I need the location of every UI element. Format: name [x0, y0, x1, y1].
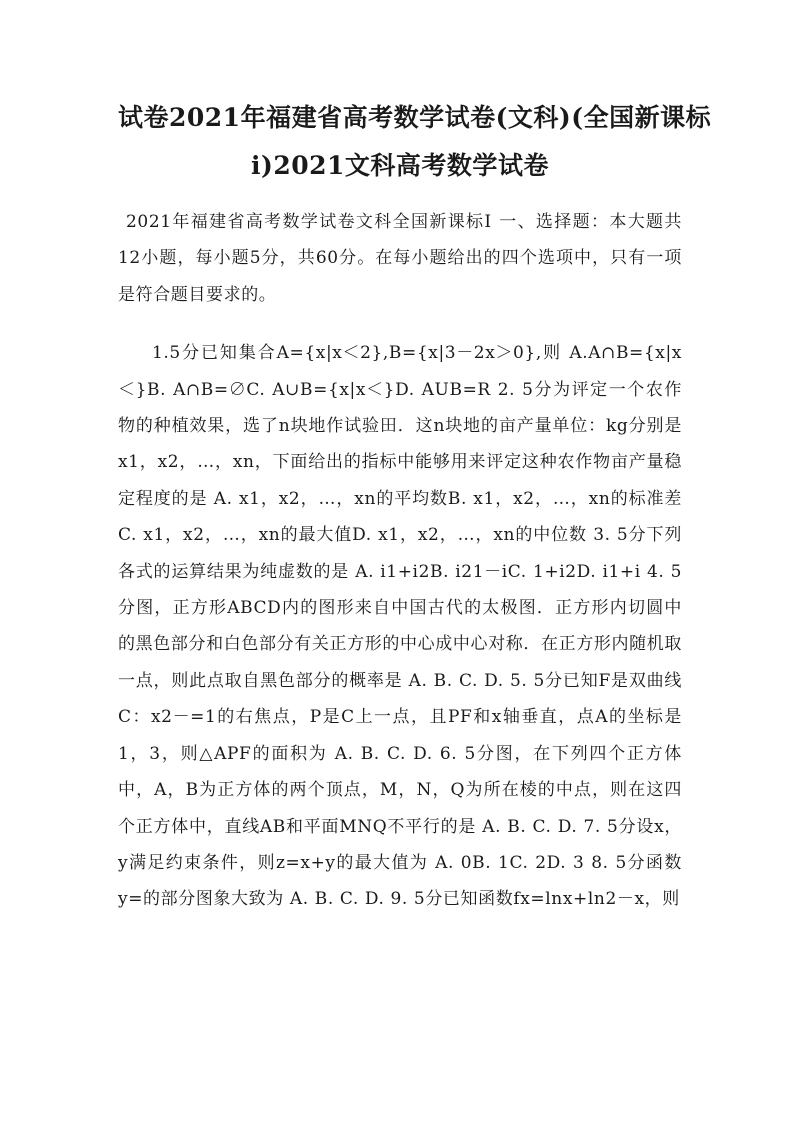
document-title — [118, 94, 712, 190]
title-line-2: i)2021文科高考数学试卷 — [251, 151, 549, 180]
intro-paragraph: 2021年福建省高考数学试卷文科全国新课标Ⅰ 一、选择题：本大题共12小题，每小题5分，共60分。在每小题给出的四个选项中，只有一项是符合题目要求的。 — [118, 212, 682, 305]
title-line-1: 试卷2021年福建省高考数学试卷(文科)(全国新课标 — [118, 103, 712, 132]
questions-paragraph: 1.5分已知集合A={x|x＜2},B={x|3－2x＞0},则 A.A∩B={x|x＜}B. A∩B=∅C. A∪B={x|x＜}D. AUB=R 2. 5分为评定一个农作物的种植效果，选了n块地作试验田．这n块地的亩产量单位：kg分别是x1，x2，…，xn，下面给出的指标中能够用来评定这种农作物亩产量稳定程度的是 A. x1，x2，…，xn的平均数B. x1，x2，…，xn的标准差 C. x1，x2，…，xn的最大值D. x1，x2，…，xn的中位数 3. 5分下列各式的运算结果为纯虚数的是 A. i1+i2B. i21－iC. 1+i2D. i1+i 4. 5分图，正方形ABCD内的图形来自中国古代的太极图．正方形内切圆中的黑色部分和白色部分有关正方形的中心成中心对称．在正方形内随机取一点，则此点取自黑色部分的概率是 A. B. C. D. 5. 5分已知F是双曲线C：x2－=1的右焦点，P是C上一点，且PF和x轴垂直，点A的坐标是1，3，则△APF的面积为 A. B. C. D. 6. 5分图，在下列四个正方体中，A，B为正方体的两个顶点，M，N，Q为所在棱的中点，则在这四个正方体中，直线AB和平面MNQ不平行的是 A. B. C. D. 7. 5分设x，y满足约束条件，则z=x+y的最大值为 A. 0B. 1C. 2D. 3 8. 5分函数y=的部分图象大致为 A. B. C. D. 9. 5分已知函数fx=lnx+ln2－x，则 — [118, 343, 682, 910]
